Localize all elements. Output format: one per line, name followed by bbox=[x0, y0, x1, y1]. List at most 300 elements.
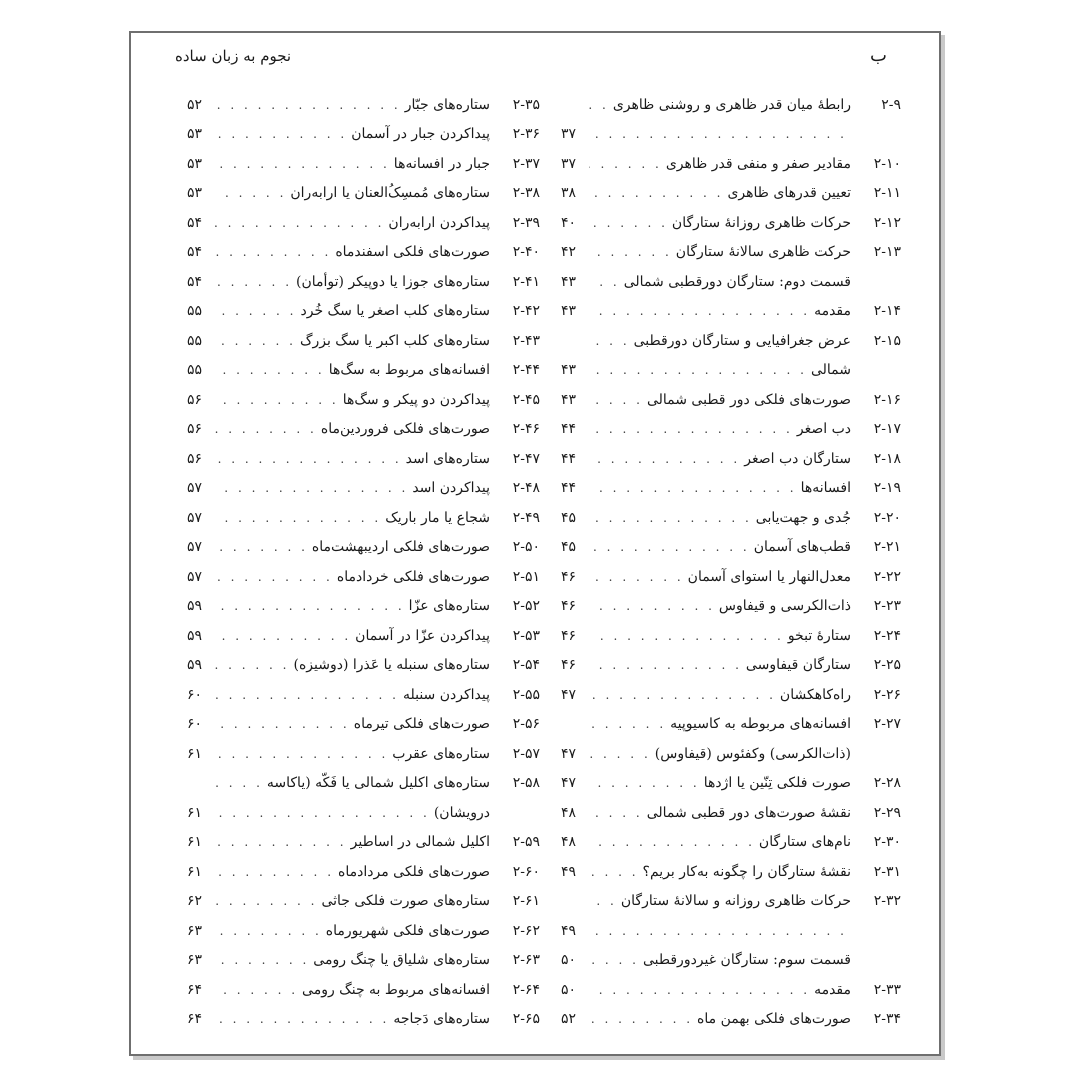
toc-entry bbox=[187, 326, 540, 356]
section-title: صورت‌های فلکی خردادماه bbox=[336, 568, 490, 585]
section-title: ستاره‌های صورت فلکی جاثی bbox=[321, 893, 490, 910]
section-title: قطب‌های آسمان bbox=[753, 539, 851, 556]
toc-entry bbox=[561, 857, 901, 887]
leader-dots bbox=[215, 540, 308, 554]
section-number: ۲-۶۱ bbox=[512, 893, 540, 910]
page-ref: ۴۲ bbox=[561, 244, 577, 261]
page-ref: ۴۸ bbox=[561, 834, 577, 851]
leader-dots bbox=[589, 688, 776, 702]
section-number: ۲-۴۵ bbox=[512, 391, 540, 408]
section-title: افسانه‌های مربوط به چنگ رومی bbox=[302, 981, 490, 998]
section-number: ۲-۴۹ bbox=[512, 509, 540, 526]
toc-entry bbox=[187, 179, 540, 209]
section-number: ۲-۳۴ bbox=[873, 1011, 901, 1028]
page-ref: ۵۶ bbox=[187, 450, 203, 467]
section-number: ۲-۶۲ bbox=[512, 922, 540, 939]
section-number: ۲-۶۳ bbox=[512, 952, 540, 969]
section-title: ستاره‌های جوزا یا دوپیکر (توأمان) bbox=[296, 273, 490, 290]
section-title: پیداکردن اسد bbox=[412, 480, 490, 497]
page-ref: ۵۶ bbox=[187, 421, 203, 438]
leader-dots bbox=[215, 511, 381, 525]
toc-entry bbox=[187, 710, 540, 740]
toc-entry bbox=[561, 592, 901, 622]
section-title: دب اصغر bbox=[796, 421, 851, 438]
section-title: نقشهٔ صورت‌های دور قطبی شمالی bbox=[646, 804, 851, 821]
toc-entry bbox=[561, 1005, 901, 1035]
section-number: ۲-۳۷ bbox=[512, 155, 540, 172]
section-number: ۲-۵۴ bbox=[512, 657, 540, 674]
page-ref: ۶۳ bbox=[187, 922, 203, 939]
section-number: ۲-۴۴ bbox=[512, 362, 540, 379]
section-number: ۲-۱۴ bbox=[873, 303, 901, 320]
section-title: پیداکردن جبار در آسمان bbox=[351, 126, 490, 143]
page-ref: ۴۳ bbox=[561, 303, 577, 320]
section-number: ۲-۱۵ bbox=[873, 332, 901, 349]
page-ref: ۴۴ bbox=[561, 480, 577, 497]
section-title: حرکت ظاهری سالانهٔ ستارگان bbox=[675, 244, 851, 261]
section-title: صورت فلکی تِنّین یا اژدها bbox=[703, 775, 851, 792]
toc-entry bbox=[187, 238, 540, 268]
leader-dots bbox=[589, 894, 617, 908]
section-number: ۲-۳۶ bbox=[512, 126, 540, 143]
leader-dots bbox=[215, 570, 333, 584]
section-title: ستارگان قیفاوسی bbox=[745, 657, 851, 674]
leader-dots bbox=[589, 953, 639, 967]
section-title: ستاره‌های دَجاجه bbox=[393, 1011, 490, 1028]
section-number: ۲-۲۰ bbox=[873, 509, 901, 526]
leader-dots bbox=[215, 835, 347, 849]
toc-entry bbox=[187, 444, 540, 474]
toc-entry bbox=[187, 415, 540, 445]
page-ref: ۶۲ bbox=[187, 893, 203, 910]
section-number: ۲-۱۹ bbox=[873, 480, 901, 497]
section-title: حرکات ظاهری روزانه و سالانهٔ ستارگان bbox=[620, 893, 851, 910]
book-page bbox=[129, 31, 941, 1056]
section-title: نقشهٔ ستارگان را چگونه به‌کار بریم؟ bbox=[642, 863, 851, 880]
toc-entry bbox=[561, 90, 901, 120]
page-ref: ۵۶ bbox=[187, 391, 203, 408]
leader-dots bbox=[589, 98, 609, 112]
section-title: ستاره‌های اسد bbox=[405, 450, 490, 467]
section-number: ۲-۵۸ bbox=[512, 775, 540, 792]
toc-entry bbox=[187, 798, 540, 828]
section-title: ستاره‌های کلب اکبر یا سگ بزرگ bbox=[299, 332, 490, 349]
section-title: صورت‌های فلکی مردادماه bbox=[338, 863, 490, 880]
section-number: ۲-۳۲ bbox=[873, 893, 901, 910]
page-ref: ۴۳ bbox=[561, 362, 577, 379]
section-number: ۲-۵۳ bbox=[512, 627, 540, 644]
toc-entry bbox=[187, 474, 540, 504]
section-title: جُدی و جهت‌یابی bbox=[755, 509, 851, 526]
toc-entry bbox=[187, 739, 540, 769]
section-number: ۲-۲۸ bbox=[873, 775, 901, 792]
page-ref: ۵۴ bbox=[187, 244, 203, 261]
leader-dots bbox=[215, 717, 350, 731]
leader-dots bbox=[215, 127, 347, 141]
leader-dots bbox=[215, 186, 286, 200]
section-number: ۲-۴۰ bbox=[512, 244, 540, 261]
section-number: ۲-۳۱ bbox=[873, 863, 901, 880]
section-title: ستاره‌های عزّا bbox=[408, 598, 490, 615]
page-ref: ۵۹ bbox=[187, 598, 203, 615]
section-number: ۲-۲۲ bbox=[873, 568, 901, 585]
leader-dots bbox=[215, 216, 384, 230]
leader-dots bbox=[215, 658, 290, 672]
section-title: افسانه‌های مربوط به سگ‌ها bbox=[328, 362, 490, 379]
leader-dots bbox=[589, 717, 666, 731]
page-ref: ۵۹ bbox=[187, 627, 203, 644]
section-title: صورت‌های فلکی دور قطبی شمالی bbox=[646, 391, 851, 408]
section-title: شجاع یا مار باریک bbox=[385, 509, 490, 526]
page-ref: ۵۷ bbox=[187, 480, 203, 497]
section-number: ۲-۲۳ bbox=[873, 598, 901, 615]
section-number: ۲-۵۷ bbox=[512, 745, 540, 762]
toc-entry bbox=[561, 798, 901, 828]
leader-dots bbox=[589, 363, 807, 377]
leader-dots bbox=[589, 157, 662, 171]
leader-dots bbox=[589, 245, 672, 259]
toc-entry bbox=[187, 946, 540, 976]
page-ref: ۴۷ bbox=[561, 775, 577, 792]
toc-entry bbox=[187, 975, 540, 1005]
page-ref: ۴۹ bbox=[561, 863, 577, 880]
section-number: ۲-۱۸ bbox=[873, 450, 901, 467]
leader-dots bbox=[215, 776, 263, 790]
section-number: ۲-۳۰ bbox=[873, 834, 901, 851]
leader-dots bbox=[589, 304, 810, 318]
section-title: افسانه‌ها bbox=[800, 480, 851, 497]
toc-entry bbox=[561, 769, 901, 799]
toc-entry bbox=[561, 208, 901, 238]
page-ref: ۵۴ bbox=[187, 214, 203, 231]
section-title: معدل‌النهار یا استوای آسمان bbox=[687, 568, 851, 585]
section-title: ستاره‌های شلیاق یا چنگ رومی bbox=[313, 952, 490, 969]
page-ref: ۵۴ bbox=[187, 273, 203, 290]
page-ref: ۶۱ bbox=[187, 804, 203, 821]
leader-dots bbox=[215, 393, 339, 407]
section-title: صورت‌های فلکی اسفندماه bbox=[335, 244, 490, 261]
leader-dots bbox=[215, 334, 296, 348]
section-number: ۲-۵۵ bbox=[512, 686, 540, 703]
page-ref: ۴۶ bbox=[561, 627, 577, 644]
toc-entry bbox=[561, 385, 901, 415]
section-title: ستاره‌های سنبله یا عَذرا (دوشیزه) bbox=[293, 657, 490, 674]
section-title: ستاره‌های مُمسِکُ‌العنان یا ارابه‌ران bbox=[290, 185, 490, 202]
section-title: صورت‌های فلکی بهمن ماه bbox=[697, 1011, 851, 1028]
page-number: ب bbox=[870, 45, 887, 66]
section-title: مقدمه bbox=[814, 303, 851, 320]
leader-dots bbox=[215, 599, 405, 613]
page-ref: ۴۳ bbox=[561, 391, 577, 408]
section-number: ۲-۵۲ bbox=[512, 598, 540, 615]
toc-entry bbox=[561, 710, 901, 740]
page-ref: ۵۰ bbox=[561, 981, 577, 998]
toc-entry bbox=[187, 828, 540, 858]
toc-entry bbox=[187, 887, 540, 917]
toc-entry bbox=[561, 179, 901, 209]
leader-dots bbox=[589, 747, 651, 761]
toc-entry bbox=[561, 444, 901, 474]
toc-column-right bbox=[561, 90, 901, 1034]
page-ref: ۵۷ bbox=[187, 539, 203, 556]
page-ref: ۴۴ bbox=[561, 421, 577, 438]
page-ref: ۵۷ bbox=[187, 568, 203, 585]
section-title: نام‌های ستارگان bbox=[758, 834, 851, 851]
toc-entry bbox=[187, 208, 540, 238]
section-title: راه‌کاهکشان bbox=[779, 686, 851, 703]
section-title: مقدمه bbox=[814, 981, 851, 998]
section-number: ۲-۲۹ bbox=[873, 804, 901, 821]
section-number: ۲-۲۵ bbox=[873, 657, 901, 674]
section-title: صورت‌های فلکی تیرماه bbox=[353, 716, 490, 733]
page-ref: ۵۳ bbox=[187, 155, 203, 172]
toc-entry bbox=[187, 857, 540, 887]
section-number: ۲-۶۴ bbox=[512, 981, 540, 998]
toc-entry bbox=[561, 651, 901, 681]
section-number: ۲-۶۰ bbox=[512, 863, 540, 880]
leader-dots bbox=[589, 275, 620, 289]
page-ref: ۵۲ bbox=[561, 1011, 577, 1028]
section-number: ۲-۴۷ bbox=[512, 450, 540, 467]
section-title: صورت‌های فلکی فروردین‌ماه bbox=[320, 421, 490, 438]
section-title: ستاره‌های اکلیل شمالی یا فَکّه (یاکاسه bbox=[266, 775, 490, 792]
toc-column-left bbox=[187, 90, 540, 1034]
section-title: درویشان) bbox=[433, 804, 490, 821]
leader-dots bbox=[589, 334, 630, 348]
toc-entry bbox=[561, 238, 901, 268]
leader-dots bbox=[589, 865, 639, 879]
section-title: پیداکردن ارابه‌ران bbox=[388, 214, 490, 231]
leader-dots bbox=[215, 806, 430, 820]
section-number: ۲-۱۶ bbox=[873, 391, 901, 408]
page-ref: ۶۴ bbox=[187, 981, 203, 998]
section-number: ۲-۳۹ bbox=[512, 214, 540, 231]
leader-dots bbox=[589, 570, 684, 584]
section-number: ۲-۳۸ bbox=[512, 185, 540, 202]
leader-dots bbox=[215, 98, 401, 112]
leader-dots bbox=[589, 127, 847, 141]
section-title: قسمت دوم: ستارگان دورقطبی شمالی bbox=[623, 273, 851, 290]
toc-entry bbox=[187, 592, 540, 622]
section-title: پیداکردن عزّا در آسمان bbox=[355, 627, 490, 644]
section-number: ۲-۳۳ bbox=[873, 981, 901, 998]
page-ref: ۴۸ bbox=[561, 804, 577, 821]
toc-entry bbox=[561, 474, 901, 504]
leader-dots bbox=[589, 983, 810, 997]
section-number: ۲-۱۰ bbox=[873, 155, 901, 172]
page-ref: ۴۴ bbox=[561, 450, 577, 467]
toc-entry bbox=[187, 356, 540, 386]
section-number: ۲-۱۷ bbox=[873, 421, 901, 438]
page-ref: ۳۸ bbox=[561, 185, 577, 202]
leader-dots bbox=[215, 1012, 389, 1026]
section-title: ستارگان دب اصغر bbox=[744, 450, 851, 467]
section-number: ۲-۳۵ bbox=[512, 96, 540, 113]
page-ref: ۵۹ bbox=[187, 657, 203, 674]
page-ref: ۵۷ bbox=[187, 509, 203, 526]
toc-entry bbox=[187, 297, 540, 327]
section-number: ۲-۶۵ bbox=[512, 1011, 540, 1028]
leader-dots bbox=[589, 806, 643, 820]
section-title: صورت‌های فلکی اردیبهشت‌ماه bbox=[311, 539, 490, 556]
toc-entry bbox=[187, 562, 540, 592]
leader-dots bbox=[215, 865, 334, 879]
toc-entry bbox=[561, 621, 901, 651]
leader-dots bbox=[215, 363, 325, 377]
toc-entry bbox=[561, 916, 901, 946]
leader-dots bbox=[589, 658, 742, 672]
page-ref: ۴۷ bbox=[561, 745, 577, 762]
section-title: اکلیل شمالی در اساطیر bbox=[350, 834, 490, 851]
toc-entry bbox=[187, 90, 540, 120]
section-number: ۲-۲۶ bbox=[873, 686, 901, 703]
section-title: ستاره‌های عقرب bbox=[392, 745, 490, 762]
page-ref: ۴۵ bbox=[561, 509, 577, 526]
section-number: ۲-۵۰ bbox=[512, 539, 540, 556]
section-title: قسمت سوم: ستارگان غیردورقطبی bbox=[642, 952, 851, 969]
section-title: عرض جغرافیایی و ستارگان دورقطبی bbox=[633, 332, 851, 349]
toc-entry bbox=[187, 533, 540, 563]
toc-entry bbox=[187, 385, 540, 415]
toc-entry bbox=[187, 149, 540, 179]
leader-dots bbox=[589, 776, 700, 790]
page-ref: ۴۵ bbox=[561, 539, 577, 556]
page-ref: ۶۰ bbox=[187, 716, 203, 733]
section-title: صورت‌های فلکی شهریورماه bbox=[325, 922, 490, 939]
leader-dots bbox=[215, 629, 351, 643]
toc-entry bbox=[187, 267, 540, 297]
page-ref: ۳۷ bbox=[561, 155, 577, 172]
leader-dots bbox=[589, 511, 752, 525]
leader-dots bbox=[215, 894, 317, 908]
section-number: ۲-۱۲ bbox=[873, 214, 901, 231]
page-ref: ۶۰ bbox=[187, 686, 203, 703]
leader-dots bbox=[589, 422, 793, 436]
leader-dots bbox=[215, 747, 388, 761]
section-number: ۲-۲۴ bbox=[873, 627, 901, 644]
page-ref: ۵۵ bbox=[187, 332, 203, 349]
section-title: ستاره‌های جبّار bbox=[404, 96, 490, 113]
page-ref: ۶۱ bbox=[187, 863, 203, 880]
toc-entry bbox=[561, 415, 901, 445]
leader-dots bbox=[215, 422, 317, 436]
toc-entry bbox=[561, 975, 901, 1005]
toc-entry bbox=[561, 739, 901, 769]
section-title: مقادیر صفر و منفی قدر ظاهری bbox=[665, 155, 851, 172]
section-title: ستارهٔ تبخو bbox=[787, 627, 851, 644]
page-ref: ۶۳ bbox=[187, 952, 203, 969]
leader-dots bbox=[589, 540, 750, 554]
page-ref: ۵۳ bbox=[187, 185, 203, 202]
page-ref: ۴۳ bbox=[561, 273, 577, 290]
running-title: نجوم به زبان ساده bbox=[175, 47, 292, 65]
section-number: ۲-۱۱ bbox=[873, 185, 901, 202]
toc-entry bbox=[187, 916, 540, 946]
page-ref: ۵۰ bbox=[561, 952, 577, 969]
leader-dots bbox=[589, 186, 723, 200]
toc-entry bbox=[561, 562, 901, 592]
section-number: ۲-۴۲ bbox=[512, 303, 540, 320]
page-ref: ۴۶ bbox=[561, 657, 577, 674]
section-title: حرکات ظاهری روزانهٔ ستارگان bbox=[671, 214, 851, 231]
toc-entry bbox=[561, 533, 901, 563]
toc-entry bbox=[561, 887, 901, 917]
toc-entry bbox=[187, 680, 540, 710]
toc-entry bbox=[561, 828, 901, 858]
section-number: ۲-۴۱ bbox=[512, 273, 540, 290]
leader-dots bbox=[215, 275, 292, 289]
leader-dots bbox=[215, 452, 402, 466]
leader-dots bbox=[215, 688, 399, 702]
section-number: ۲-۵۹ bbox=[512, 834, 540, 851]
toc-entry bbox=[187, 621, 540, 651]
page-ref: ۴۶ bbox=[561, 568, 577, 585]
section-number: ۲-۴۳ bbox=[512, 332, 540, 349]
toc-entry bbox=[561, 120, 901, 150]
section-title: (ذات‌الکرسی) وکفئوس (قیفاوس) bbox=[654, 745, 851, 762]
section-title: رابطهٔ میان قدر ظاهری و روشنی ظاهری bbox=[612, 96, 851, 113]
section-number: ۲-۵۶ bbox=[512, 716, 540, 733]
section-title: تعیین قدرهای ظاهری bbox=[727, 185, 851, 202]
leader-dots bbox=[589, 452, 740, 466]
leader-dots bbox=[589, 216, 668, 230]
leader-dots bbox=[589, 481, 797, 495]
page-ref: ۴۷ bbox=[561, 686, 577, 703]
section-number: ۲-۲۱ bbox=[873, 539, 901, 556]
section-number: ۲-۴۸ bbox=[512, 480, 540, 497]
page-ref: ۶۱ bbox=[187, 834, 203, 851]
leader-dots bbox=[589, 924, 847, 938]
page-ref: ۳۷ bbox=[561, 126, 577, 143]
leader-dots bbox=[589, 629, 784, 643]
section-number: ۲-۲۷ bbox=[873, 716, 901, 733]
leader-dots bbox=[589, 599, 715, 613]
section-title: جبار در افسانه‌ها bbox=[393, 155, 490, 172]
toc-entry bbox=[187, 503, 540, 533]
section-number: ۲-۹ bbox=[881, 96, 901, 113]
toc-entry bbox=[561, 680, 901, 710]
section-title: افسانه‌های مربوطه به کاسیوپیه bbox=[670, 716, 851, 733]
page-ref: ۵۵ bbox=[187, 362, 203, 379]
page-ref: ۵۳ bbox=[187, 126, 203, 143]
page-ref: ۵۵ bbox=[187, 303, 203, 320]
page-ref: ۵۲ bbox=[187, 96, 203, 113]
toc-entry bbox=[187, 769, 540, 799]
leader-dots bbox=[215, 481, 408, 495]
leader-dots bbox=[589, 835, 755, 849]
toc-entry bbox=[187, 1005, 540, 1035]
section-number: ۲-۴۶ bbox=[512, 421, 540, 438]
section-title: ستاره‌های کلب اصغر یا سگ خُرد bbox=[300, 303, 490, 320]
section-title: شمالی bbox=[810, 362, 851, 379]
toc-entry bbox=[561, 267, 901, 297]
toc-entry bbox=[561, 149, 901, 179]
page-ref: ۴۰ bbox=[561, 214, 577, 231]
toc-entry bbox=[561, 946, 901, 976]
toc-entry bbox=[561, 326, 901, 356]
page-ref: ۴۹ bbox=[561, 922, 577, 939]
page-header bbox=[131, 43, 939, 73]
toc-entry bbox=[187, 120, 540, 150]
section-title: پیداکردن دو پیکر و سگ‌ها bbox=[342, 391, 490, 408]
leader-dots bbox=[215, 983, 298, 997]
leader-dots bbox=[589, 1012, 693, 1026]
toc-entry bbox=[561, 297, 901, 327]
leader-dots bbox=[589, 393, 643, 407]
section-title: ذات‌الکرسی و قیفاوس bbox=[718, 598, 851, 615]
leader-dots bbox=[215, 157, 390, 171]
toc-entry bbox=[187, 651, 540, 681]
